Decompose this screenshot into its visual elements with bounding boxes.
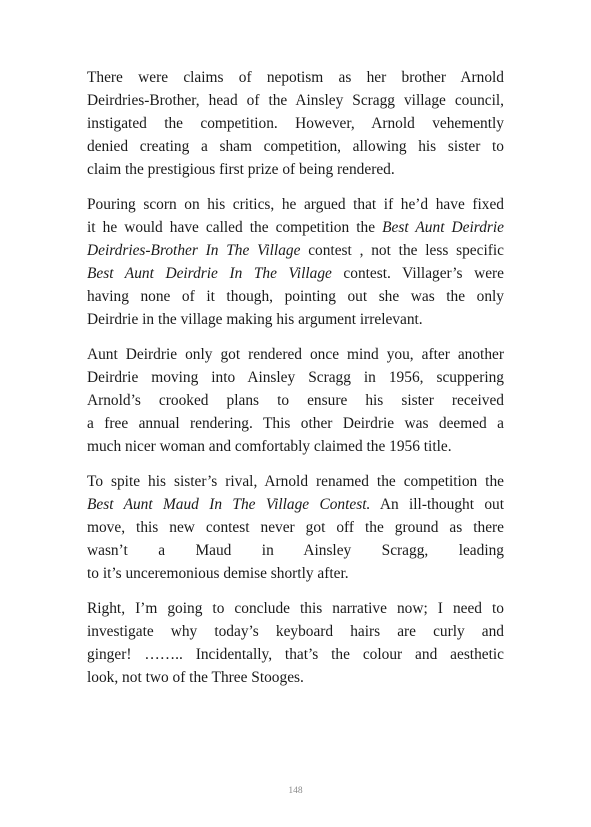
text-segment: a free annual rendering. This other Deirdrie was deemed a [87, 415, 504, 432]
text-line [87, 643, 504, 666]
text-line [87, 216, 504, 239]
text-line [87, 112, 504, 135]
text-line [87, 285, 504, 308]
text-line [87, 562, 504, 585]
paragraph [87, 66, 504, 181]
text-segment: contest. Villager’s were [331, 265, 504, 282]
italic-text: Best Aunt Deirdrie [382, 219, 504, 236]
text-line [87, 366, 504, 389]
text-line [87, 343, 504, 366]
text-segment: ginger! …….. Incidentally, that’s the colour and aesthetic [87, 646, 504, 663]
text-segment: Aunt Deirdrie only got rendered once mind you, after another [87, 346, 504, 363]
italic-text: Deirdries-Brother In The Village [87, 242, 301, 259]
paragraph [87, 343, 504, 458]
page-number: 148 [288, 786, 303, 796]
text-line [87, 89, 504, 112]
paragraph [87, 193, 504, 331]
body-text [87, 66, 504, 701]
text-segment: Pouring scorn on his critics, he argued that if he’d have fixed [87, 196, 504, 213]
text-line [87, 308, 504, 331]
text-line [87, 493, 504, 516]
text-segment: investigate why today’s keyboard hairs are curly and [87, 623, 504, 640]
text-segment: Deirdrie moving into Ainsley Scragg in 1956, scuppering [87, 369, 504, 386]
text-line [87, 389, 504, 412]
text-segment: claim the prestigious first prize of being rendered. [87, 161, 395, 178]
text-segment: Right, I’m going to conclude this narrative now; I need to [87, 600, 504, 617]
text-line [87, 516, 504, 539]
text-segment: it he would have called the competition the [87, 219, 383, 236]
text-line [87, 666, 504, 689]
text-line [87, 597, 504, 620]
text-line [87, 193, 504, 216]
text-segment: Deirdries-Brother, head of the Ainsley Scragg village council, [87, 92, 504, 109]
text-segment: contest , not the less specific [300, 242, 504, 259]
italic-text: Best Aunt Maud In The Village Contest. [87, 496, 371, 513]
text-segment: much nicer woman and comfortably claimed the 1956 title. [87, 438, 452, 455]
text-segment: to it’s unceremonious demise shortly after. [87, 565, 349, 582]
text-line [87, 262, 504, 285]
text-line [87, 158, 504, 181]
text-line [87, 239, 504, 262]
text-line [87, 412, 504, 435]
text-segment: There were claims of nepotism as her brother Arnold [87, 69, 504, 86]
text-segment: move, this new contest never got off the ground as there [87, 519, 504, 536]
text-segment: Deirdrie in the village making his argument irrelevant. [87, 311, 423, 328]
text-line [87, 470, 504, 493]
text-segment: having none of it though, pointing out she was the only [87, 288, 504, 305]
text-line [87, 66, 504, 89]
italic-text: Best Aunt Deirdrie In The Village [87, 265, 332, 282]
text-segment: look, not two of the Three Stooges. [87, 669, 304, 686]
text-segment: denied creating a sham competition, allowing his sister to [87, 138, 504, 155]
text-line [87, 135, 504, 158]
paragraph [87, 470, 504, 585]
text-segment: Arnold’s crooked plans to ensure his sister received [87, 392, 504, 409]
text-segment: wasn’t a Maud in Ainsley Scragg, leading [87, 542, 504, 559]
text-segment: To spite his sister’s rival, Arnold renamed the competition the [87, 473, 504, 490]
text-line [87, 435, 504, 458]
paragraph [87, 597, 504, 689]
text-line [87, 620, 504, 643]
text-segment: An ill-thought out [370, 496, 505, 513]
text-segment: instigated the competition. However, Arnold vehemently [87, 115, 504, 132]
text-line [87, 539, 504, 562]
